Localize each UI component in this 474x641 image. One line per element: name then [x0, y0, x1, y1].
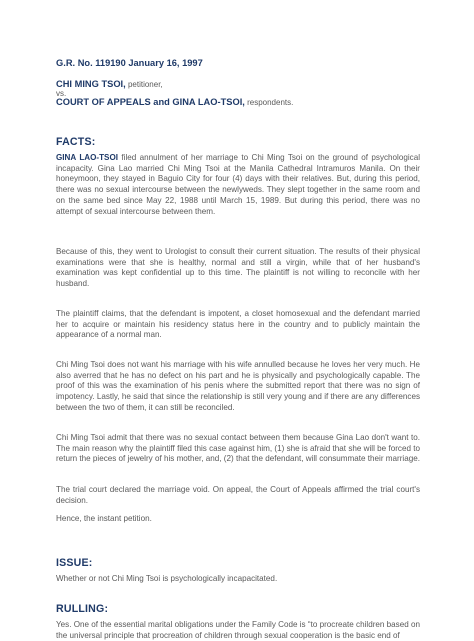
issue-text: Whether or not Chi Ming Tsoi is psychologically incapacitated. — [56, 574, 278, 583]
respondents-line — [56, 97, 420, 108]
facts-paragraph-1-text: filed annulment of her marriage to Chi Ming Tsoi on the ground of psychological incapacity. Gina Lao married Chi Ming Tsoi at the Manila Cathedral Intramuros Manila. On their honeymoon, they stayed in Baguio City for four (4) days with their relatives. But, during this period, there was no sexual intercourse between the newlyweds. They slept together in the same room and on the same bed since May 22, 1988 until March 15, 1989. But during this period, there was no attempt of sexual intercourse between them. — [56, 153, 420, 216]
facts-paragraph-1 — [56, 153, 420, 217]
facts-paragraph-4: Chi Ming Tsoi does not want his marriage with his wife annulled because he loves her very much. He also averred that he has no defect on his part and he is physically and psychologically capable. The proof of this was the examination of his penis where the submitted report that there was no sign of impotency. Lastly, he said that since the relationship is still very young and if there are any differences between the two of them, it can still be reconciled. — [56, 360, 420, 412]
facts-paragraph-3: The plaintiff claims, that the defendant is impotent, a closet homosexual and the defendant married her to acquire or maintain his residency status here in the country and to publicly maintain the appearance of a normal man. — [56, 309, 420, 340]
versus: vs. — [56, 89, 67, 98]
facts-paragraph-6: The trial court declared the marriage void. On appeal, the Court of Appeals affirmed the trial court's decision. — [56, 485, 420, 505]
facts-heading: FACTS: — [56, 136, 96, 148]
issue-heading: ISSUE: — [56, 557, 93, 569]
respondents-name: COURT OF APPEALS and GINA LAO-TSOI, — [56, 97, 245, 107]
ruling-heading: RULLING: — [56, 603, 109, 615]
petitioner-role: petitioner, — [125, 80, 163, 89]
facts-paragraph-5: Chi Ming Tsoi admit that there was no sexual contact between them because Gina Lao don't want to. The main reason why the plaintiff filed this case against him, (1) she is afraid that she will be forced to return the pieces of jewelry of his mother, and, (2) that the defendant, will consummate their marriage. — [56, 433, 420, 464]
facts-paragraph-2: Because of this, they went to Urologist to consult their current situation. The results of their physical examinations were that she is healthy, normal and still a virgin, while that of her husband's examination was kept confidential up to this time. The plaintiff is not willing to reconcile with her husband. — [56, 247, 420, 289]
facts-paragraph-7: Hence, the instant petition. — [56, 514, 152, 523]
case-citation: G.R. No. 119190 January 16, 1997 — [56, 58, 203, 68]
petitioner-name: CHI MING TSOI, — [56, 79, 126, 89]
respondents-role: respondents. — [244, 98, 294, 107]
ruling-text: Yes. One of the essential marital obligations under the Family Code is “to procreate children based on the universal principle that procreation of children through sexual cooperation is the basic end of — [56, 620, 420, 640]
facts-lead-name: GINA LAO-TSOI — [56, 153, 118, 162]
